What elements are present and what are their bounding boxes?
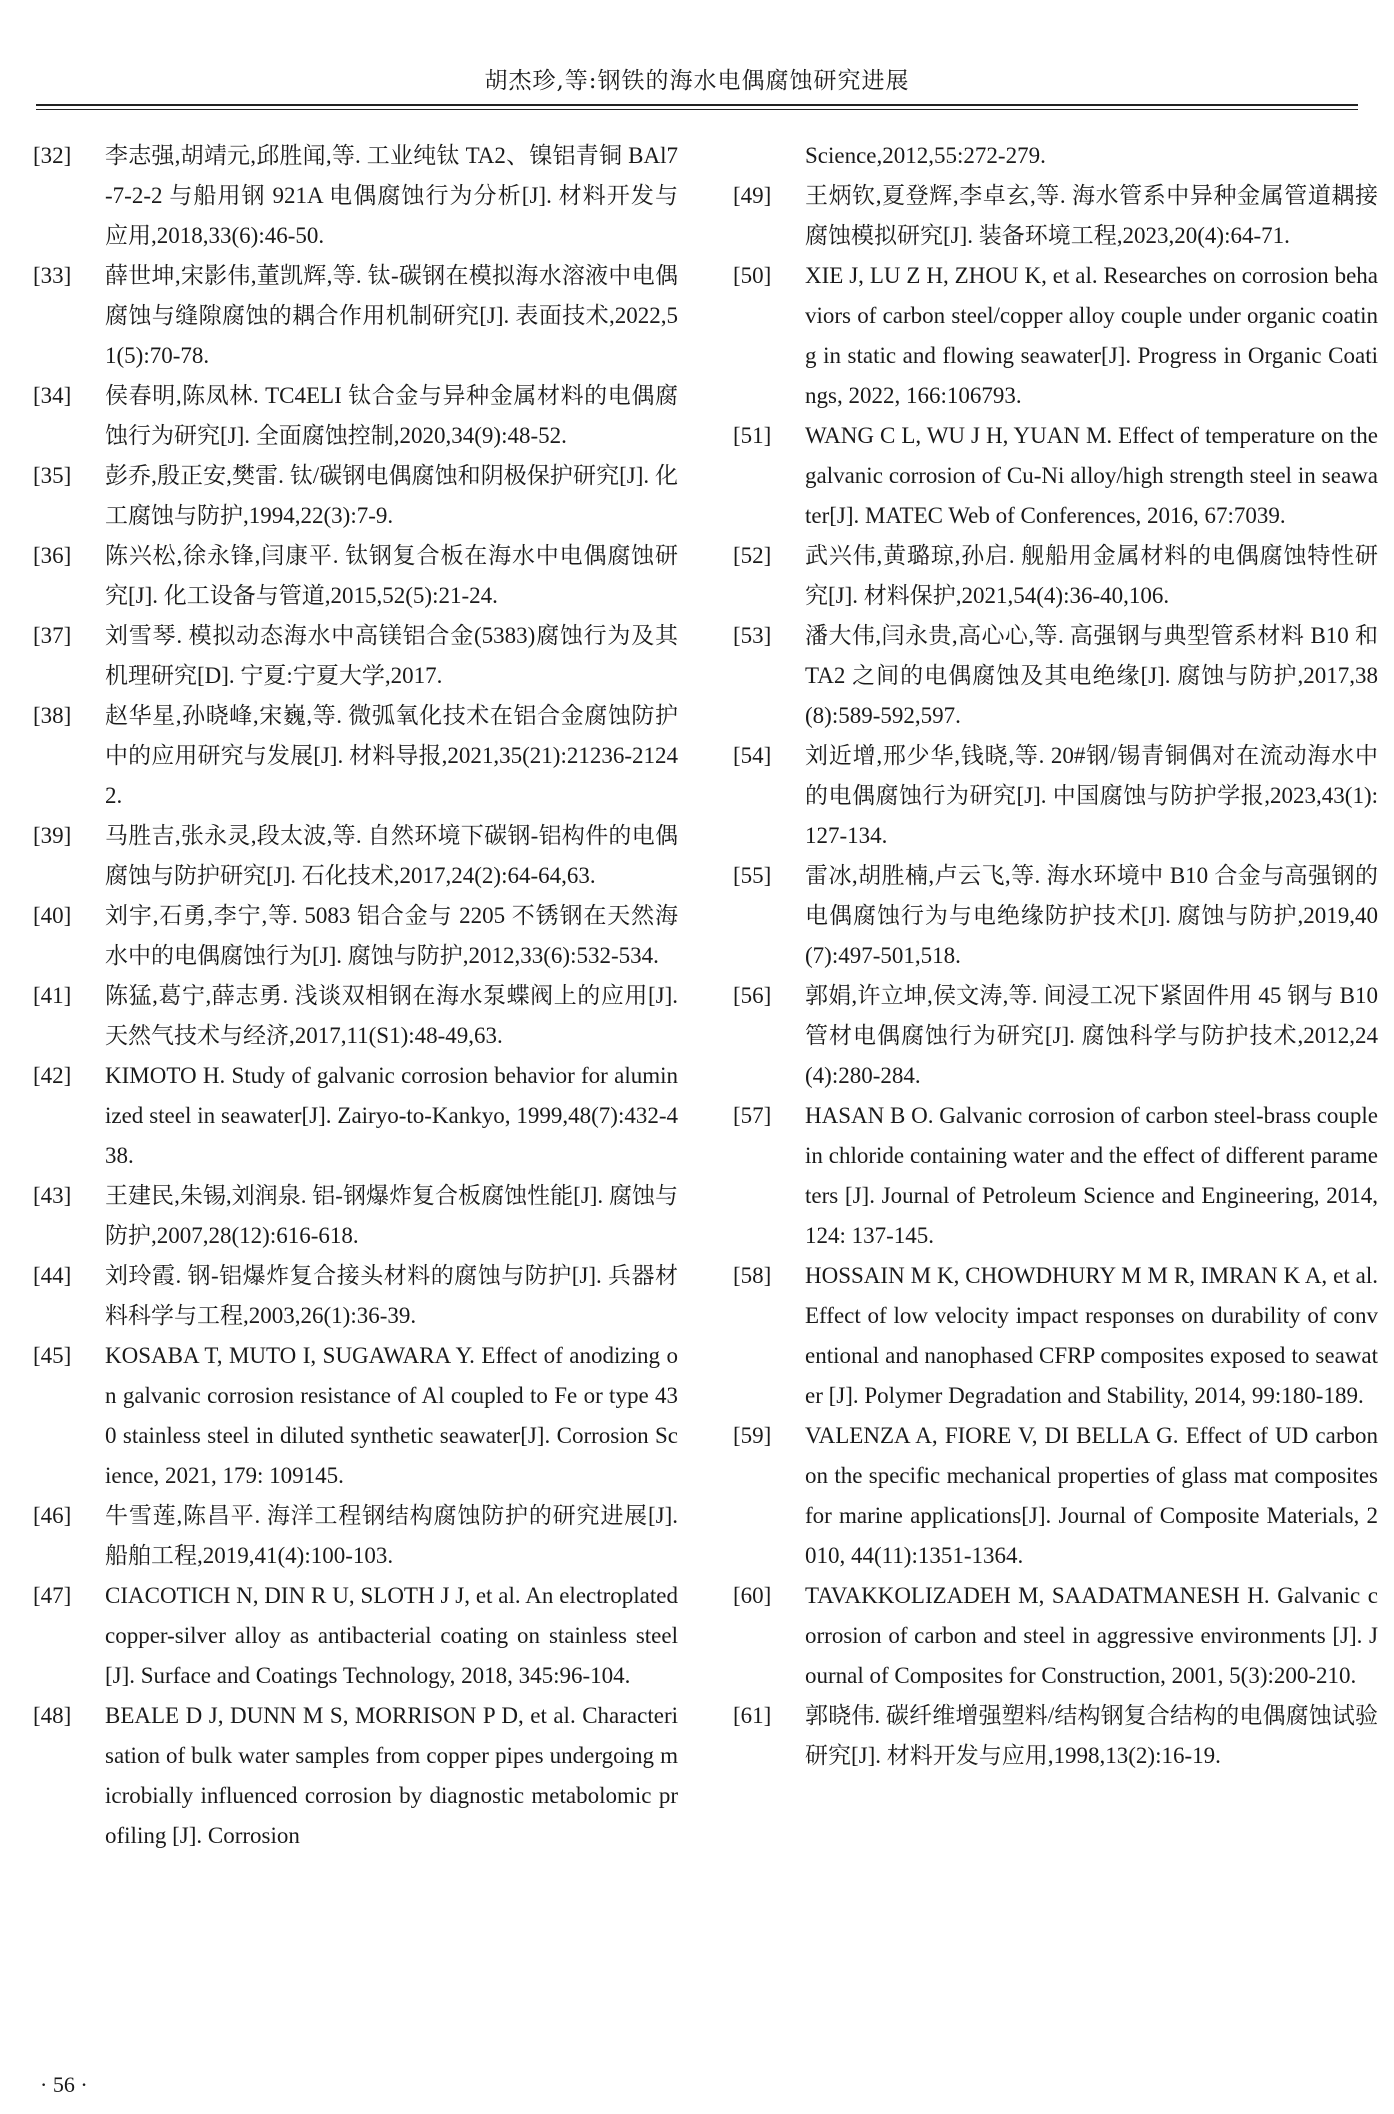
- reference-number: [43]: [33, 1183, 72, 1208]
- reference-number: [53]: [733, 623, 772, 648]
- reference-text: 陈猛,葛宁,薛志勇. 浅谈双相钢在海水泵蝶阀上的应用[J]. 天然气技术与经济,2017,11(S1):48-49,63.: [105, 983, 678, 1048]
- reference-number: [33]: [33, 263, 72, 288]
- reference-number: [34]: [33, 383, 72, 408]
- reference-number: [50]: [733, 263, 772, 288]
- reference-entry: [733, 616, 1378, 736]
- reference-text: CIACOTICH N, DIN R U, SLOTH J J, et al. An electroplated copper-silver alloy as antibacterial coating on stainless steel[J]. Surface and Coatings Technology, 2018, 345:96-104.: [105, 1583, 678, 1688]
- reference-entry: [33, 1496, 678, 1576]
- reference-entry: [33, 616, 678, 696]
- reference-column-left: [33, 136, 678, 1856]
- reference-entry: [33, 1256, 678, 1336]
- reference-entry: [33, 376, 678, 456]
- reference-text: HASAN B O. Galvanic corrosion of carbon steel-brass couple in chloride containing water and the effect of different parameters [J]. Journal of Petroleum Science and Engineering, 2014, 124: 137-145.: [805, 1103, 1378, 1248]
- reference-text: KOSABA T, MUTO I, SUGAWARA Y. Effect of anodizing on galvanic corrosion resistance of Al coupled to Fe or type 430 stainless steel in diluted synthetic seawater[J]. Corrosion Science, 2021, 179: 109145.: [105, 1343, 678, 1488]
- reference-entry: [33, 536, 678, 616]
- reference-text: 陈兴松,徐永锋,闫康平. 钛钢复合板在海水中电偶腐蚀研究[J]. 化工设备与管道,2015,52(5):21-24.: [105, 543, 678, 608]
- reference-number: [40]: [33, 903, 72, 928]
- reference-entry: [33, 976, 678, 1056]
- reference-entry: [733, 1416, 1378, 1576]
- reference-text: 赵华星,孙晓峰,宋巍,等. 微弧氧化技术在铝合金腐蚀防护中的应用研究与发展[J]. 材料导报,2021,35(21):21236-21242.: [105, 703, 678, 808]
- reference-number: [42]: [33, 1063, 72, 1088]
- reference-entry: [33, 1056, 678, 1176]
- page-number: · 56 ·: [40, 2072, 88, 2097]
- reference-entry: [33, 256, 678, 376]
- reference-number: [49]: [733, 183, 772, 208]
- reference-text: HOSSAIN M K, CHOWDHURY M M R, IMRAN K A, et al. Effect of low velocity impact responses on durability of conventional and nanophased CFRP composites exposed to seawater [J]. Polymer Degradation and Stability, 2014, 99:180-189.: [805, 1263, 1378, 1408]
- reference-number: [39]: [33, 823, 72, 848]
- reference-entry: [33, 896, 678, 976]
- reference-text: BEALE D J, DUNN M S, MORRISON P D, et al. Characterisation of bulk water samples from copper pipes undergoing microbially influenced corrosion by diagnostic metabolomic profiling [J]. Corrosion: [105, 1703, 678, 1848]
- header-rule-thin: [36, 109, 1358, 110]
- reference-entry: [733, 536, 1378, 616]
- reference-number: [41]: [33, 983, 72, 1008]
- reference-number: [36]: [33, 543, 72, 568]
- reference-number: [57]: [733, 1103, 772, 1128]
- reference-number: [48]: [33, 1703, 72, 1728]
- reference-entry: [733, 976, 1378, 1096]
- reference-text: 王建民,朱锡,刘润泉. 铝-钢爆炸复合板腐蚀性能[J]. 腐蚀与防护,2007,28(12):616-618.: [105, 1183, 678, 1248]
- reference-number: [52]: [733, 543, 772, 568]
- reference-entry: [33, 816, 678, 896]
- reference-number: [44]: [33, 1263, 72, 1288]
- reference-text: 刘近增,邢少华,钱晓,等. 20#钢/锡青铜偶对在流动海水中的电偶腐蚀行为研究[J]. 中国腐蚀与防护学报,2023,43(1):127-134.: [805, 743, 1378, 848]
- header-rule-thick: [36, 104, 1358, 106]
- reference-number: [47]: [33, 1583, 72, 1608]
- reference-text: TAVAKKOLIZADEH M, SAADATMANESH H. Galvanic corrosion of carbon and steel in aggressive environments [J]. Journal of Composites for Construction, 2001, 5(3):200-210.: [805, 1583, 1378, 1688]
- reference-entry: [733, 1696, 1378, 1776]
- reference-entry: [33, 456, 678, 536]
- reference-text: 刘宇,石勇,李宁,等. 5083 铝合金与 2205 不锈钢在天然海水中的电偶腐蚀行为[J]. 腐蚀与防护,2012,33(6):532-534.: [105, 903, 678, 968]
- reference-number: [61]: [733, 1703, 772, 1728]
- reference-entry: [733, 1096, 1378, 1256]
- reference-text: 李志强,胡靖元,邱胜闻,等. 工业纯钛 TA2、镍铝青铜 BAl7-7-2-2 与船用钢 921A 电偶腐蚀行为分析[J]. 材料开发与应用,2018,33(6):46-50.: [105, 143, 678, 248]
- reference-number: [60]: [733, 1583, 772, 1608]
- reference-number: [45]: [33, 1343, 72, 1368]
- reference-text: KIMOTO H. Study of galvanic corrosion behavior for aluminized steel in seawater[J]. Zairyo-to-Kankyo, 1999,48(7):432-438.: [105, 1063, 678, 1168]
- reference-number: [54]: [733, 743, 772, 768]
- reference-number: [56]: [733, 983, 772, 1008]
- reference-number: [58]: [733, 1263, 772, 1288]
- reference-entry: [33, 1696, 678, 1856]
- reference-text: 潘大伟,闫永贵,高心心,等. 高强钢与典型管系材料 B10 和 TA2 之间的电偶腐蚀及其电绝缘[J]. 腐蚀与防护,2017,38(8):589-592,597.: [805, 623, 1378, 728]
- reference-entry: [733, 1576, 1378, 1696]
- reference-list-right: [733, 176, 1378, 1776]
- reference-entry: [33, 136, 678, 256]
- reference-text: 刘雪琴. 模拟动态海水中高镁铝合金(5383)腐蚀行为及其机理研究[D]. 宁夏:宁夏大学,2017.: [105, 623, 678, 688]
- reference-number: [38]: [33, 703, 72, 728]
- reference-text: WANG C L, WU J H, YUAN M. Effect of temperature on the galvanic corrosion of Cu-Ni alloy/high strength steel in seawater[J]. MATEC Web of Conferences, 2016, 67:7039.: [805, 423, 1378, 528]
- reference-entry: [33, 1576, 678, 1696]
- reference-text: 薛世坤,宋影伟,董凯辉,等. 钛-碳钢在模拟海水溶液中电偶腐蚀与缝隙腐蚀的耦合作用机制研究[J]. 表面技术,2022,51(5):70-78.: [105, 263, 678, 368]
- reference-column-right: [733, 136, 1378, 1776]
- reference-entry: [33, 1176, 678, 1256]
- reference-number: [46]: [33, 1503, 72, 1528]
- reference-entry: [33, 1336, 678, 1496]
- reference-number: [55]: [733, 863, 772, 888]
- reference-entry: [733, 736, 1378, 856]
- reference-text: 马胜吉,张永灵,段太波,等. 自然环境下碳钢-铝构件的电偶腐蚀与防护研究[J]. 石化技术,2017,24(2):64-64,63.: [105, 823, 678, 888]
- reference-text: 武兴伟,黄璐琼,孙启. 舰船用金属材料的电偶腐蚀特性研究[J]. 材料保护,2021,54(4):36-40,106.: [805, 543, 1378, 608]
- reference-entry: [733, 256, 1378, 416]
- reference-continuation: Science,2012,55:272-279.: [805, 143, 1046, 168]
- reference-text: 郭晓伟. 碳纤维增强塑料/结构钢复合结构的电偶腐蚀试验研究[J]. 材料开发与应用,1998,13(2):16-19.: [805, 1703, 1378, 1768]
- reference-entry: [733, 856, 1378, 976]
- reference-number: [51]: [733, 423, 772, 448]
- reference-entry: [33, 696, 678, 816]
- reference-text: 王炳钦,夏登辉,李卓玄,等. 海水管系中异种金属管道耦接腐蚀模拟研究[J]. 装备环境工程,2023,20(4):64-71.: [805, 183, 1378, 248]
- running-header: 胡杰珍,等:钢铁的海水电偶腐蚀研究进展: [484, 68, 910, 94]
- reference-text: XIE J, LU Z H, ZHOU K, et al. Researches on corrosion behaviors of carbon steel/copper alloy couple under organic coating in static and flowing seawater[J]. Progress in Organic Coatings, 2022, 166:106793.: [805, 263, 1378, 408]
- reference-text: 彭乔,殷正安,樊雷. 钛/碳钢电偶腐蚀和阴极保护研究[J]. 化工腐蚀与防护,1994,22(3):7-9.: [105, 463, 678, 528]
- reference-text: 侯春明,陈凤林. TC4ELI 钛合金与异种金属材料的电偶腐蚀行为研究[J]. 全面腐蚀控制,2020,34(9):48-52.: [105, 383, 678, 448]
- reference-text: 雷冰,胡胜楠,卢云飞,等. 海水环境中 B10 合金与高强钢的电偶腐蚀行为与电绝缘防护技术[J]. 腐蚀与防护,2019,40(7):497-501,518.: [805, 863, 1378, 968]
- reference-number: [35]: [33, 463, 72, 488]
- reference-text: 郭娟,许立坤,侯文涛,等. 间浸工况下紧固件用 45 钢与 B10 管材电偶腐蚀行为研究[J]. 腐蚀科学与防护技术,2012,24(4):280-284.: [805, 983, 1378, 1088]
- reference-entry: [733, 416, 1378, 536]
- reference-number: [37]: [33, 623, 72, 648]
- reference-entry: [733, 1256, 1378, 1416]
- reference-text: 刘玲霞. 钢-铝爆炸复合接头材料的腐蚀与防护[J]. 兵器材料科学与工程,2003,26(1):36-39.: [105, 1263, 678, 1328]
- reference-number: [32]: [33, 143, 72, 168]
- reference-entry: [733, 176, 1378, 256]
- reference-number: [59]: [733, 1423, 772, 1448]
- reference-text: VALENZA A, FIORE V, DI BELLA G. Effect of UD carbon on the specific mechanical properties of glass mat composites for marine applications[J]. Journal of Composite Materials, 2010, 44(11):1351-1364.: [805, 1423, 1378, 1568]
- reference-text: 牛雪莲,陈昌平. 海洋工程钢结构腐蚀防护的研究进展[J]. 船舶工程,2019,41(4):100-103.: [105, 1503, 678, 1568]
